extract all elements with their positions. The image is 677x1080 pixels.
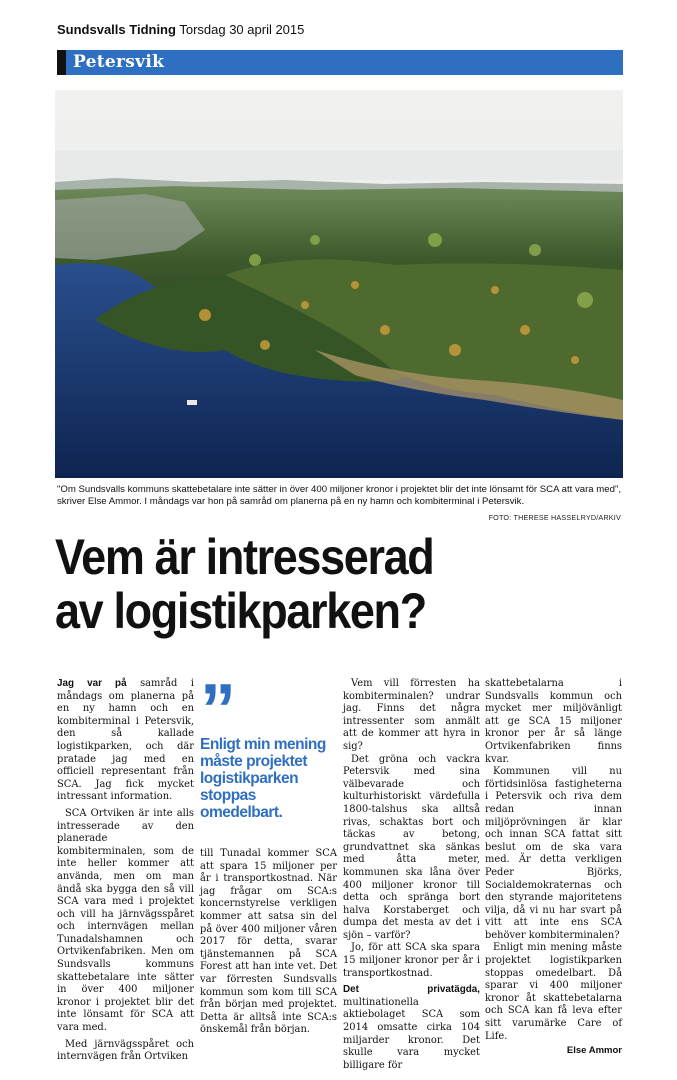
body-column-4	[485, 678, 622, 1058]
aerial-photo	[55, 90, 623, 478]
paragraph: skattebetalarna i Sundsvalls kommun och mycket mer miljövänligt att ge SCA 15 miljoner kronor per år så länge Ortvikenfabriken finns kvar.	[485, 678, 622, 765]
paragraph: Med järnvägsspåret och internvägen från Ortviken	[57, 1038, 194, 1063]
headline-line-1: Vem är intresserad	[55, 529, 434, 585]
section-bar-edge	[57, 50, 66, 75]
body-column-3	[343, 678, 480, 1072]
section-bar	[57, 50, 623, 75]
paragraph: samråd i måndags om planerna på en ny hamn och en kombiterminal i Petersvik, den så kallade logistikparken, och där pratade jag med en officiell representant från SCA. Jag fick mycket intressant information.	[57, 678, 195, 803]
paragraph: multinationella aktiebolaget SCA som 2014 omsatte cirka 104 miljarder kronor. Det skulle vara mycket billigare för	[343, 996, 480, 1071]
body-column-1	[57, 678, 194, 1064]
newspaper-name: Sundsvalls Tidning	[57, 22, 176, 37]
issue-date: Torsdag 30 april 2015	[179, 22, 305, 37]
masthead	[57, 22, 304, 37]
body-column-2	[200, 848, 337, 1037]
paragraph: Jo, för att SCA ska spara 15 miljoner kronor per år i transportkostnad.	[343, 942, 480, 979]
lead-in: Jag var på	[57, 678, 127, 689]
paragraph: SCA Ortviken är inte alls intresserade av den planerade kombiterminalen, som de inte heller kommer att använda, men om man ändå ska bygga den så vill SCA vara med i projektet och vill ha järnvägsspåret och internvägen mellan Tunadalshamnen och Ortvikenfabriken. Men om Sundsvalls kommuns skattebetalare inte sätter in över 400 miljoner kronor i projektet blir det inte lönsamt för SCA att vara med.	[57, 807, 194, 1034]
paragraph: till Tunadal kommer SCA att spara 15 miljoner per år i transportkostnad. När jag frågar om SCA:s koncernstyrelse verkligen kommer att satsa sin del på över 400 miljoner våren 2017 för detta, svarar tjänstemannen på SCA Forest att han inte vet. Det var förresten Sundsvalls kommun som kom till SCA från början med projektet. Detta är alltså inte SCA:s önskemål från början.	[200, 848, 337, 1036]
aerial-photo-illustration	[55, 90, 623, 478]
section-label: Petersvik	[73, 52, 165, 72]
article-headline	[55, 530, 577, 638]
pull-quote-text: Enligt min mening måste projektet logistikparken stoppas omedelbart.	[200, 736, 326, 821]
paragraph: Det gröna och vackra Petersvik med sina välbevarade och kulturhistoriskt värdefulla 1800-talshus ska alltså rivas, schaktas bort och täckas av betong, grundvattnet ska sänkas med åtta meter, kommunen ska låna över 400 miljoner kronor till detta och spränga bort halva Korstaberget och dumpa det mesta av det i sjön – varför?	[343, 753, 480, 941]
lead-in: Det privatägda,	[343, 984, 480, 996]
paragraph: Enligt min mening måste projektet logistikparken stoppas omedelbart. Då sparar vi 400 miljoner kronor åt skattebetalarna och SCA kan få leva efter sitt varumärke Care of Life.	[485, 942, 622, 1042]
photo-credit: FOTO: THERESE HASSELRYD/ARKIV	[488, 513, 621, 522]
paragraph: Vem vill förresten ha kombiterminalen? undrar jag. Finns det några intressenter som anmält att de kommer att hyra in sig?	[343, 678, 480, 752]
photo-caption: "Om Sundsvalls kommuns skattebetalare inte sätter in över 400 miljoner kronor i projektet blir det inte lönsamt för SCA att vara med", skriver Else Ammor. I måndags var hon på samråd om planerna på en ny hamn och kombiterminal i Petersvik.	[57, 484, 622, 507]
quote-mark-icon: ”	[200, 670, 230, 750]
author-signature: Else Ammor	[566, 1045, 622, 1057]
pull-quote	[200, 670, 338, 821]
paragraph: Kommunen vill nu förtidsinlösa fastigheterna i Petersvik och riva dem redan innan miljöprövningen är klar och innan SCA fattat sitt beslut om de ska vara med. Är detta verkligen Peder Björks, Socialdemokraternas och den styrande majoritetens vilja, då vi nu har svart på vitt att inte ens SCA behöver kombiterminalen?	[485, 766, 622, 941]
headline-line-2: av logistikparken?	[55, 583, 426, 639]
